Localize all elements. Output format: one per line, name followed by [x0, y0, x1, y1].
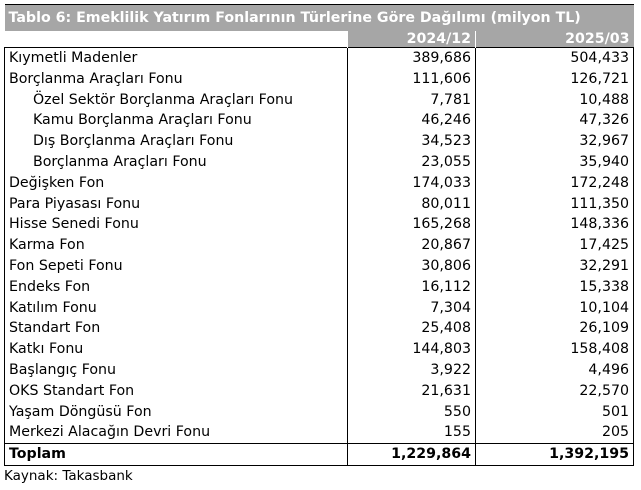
value-2024-12: 23,055	[348, 152, 476, 173]
value-2025-03: 4,496	[476, 360, 634, 381]
value-2024-12: 165,268	[348, 214, 476, 235]
row-label: Kıymetli Madenler	[5, 48, 348, 69]
row-label: Katılım Fonu	[5, 298, 348, 319]
row-label: Borçlanma Araçları Fonu	[5, 69, 348, 90]
table-row	[5, 256, 634, 277]
table-row	[5, 110, 634, 131]
table-title: Tablo 6: Emeklilik Yatırım Fonlarının Türlerine Göre Dağılımı (milyon TL)	[5, 5, 634, 32]
value-2024-12: 144,803	[348, 339, 476, 360]
value-2025-03: 17,425	[476, 235, 634, 256]
total-row	[5, 444, 634, 466]
table-row	[5, 318, 634, 339]
value-2024-12: 7,781	[348, 90, 476, 111]
table-row	[5, 381, 634, 402]
table-row	[5, 152, 634, 173]
table-row	[5, 298, 634, 319]
header-blank-cell	[5, 31, 348, 48]
value-2025-03: 26,109	[476, 318, 634, 339]
value-2024-12: 25,408	[348, 318, 476, 339]
value-2025-03: 35,940	[476, 152, 634, 173]
value-2024-12: 21,631	[348, 381, 476, 402]
table-row	[5, 339, 634, 360]
row-label: OKS Standart Fon	[5, 381, 348, 402]
value-2024-12: 46,246	[348, 110, 476, 131]
value-2024-12: 80,011	[348, 194, 476, 215]
row-label: Karma Fon	[5, 235, 348, 256]
value-2024-12: 3,922	[348, 360, 476, 381]
fund-distribution-table-container	[4, 4, 633, 466]
value-2024-12: 20,867	[348, 235, 476, 256]
row-label: Borçlanma Araçları Fonu	[5, 152, 348, 173]
column-header-2025-03: 2025/03	[476, 31, 634, 48]
row-label: Para Piyasası Fonu	[5, 194, 348, 215]
source-note: Kaynak: Takasbank	[4, 468, 133, 484]
row-label: Endeks Fon	[5, 277, 348, 298]
table-row	[5, 90, 634, 111]
column-header-2024-12: 2024/12	[348, 31, 476, 48]
total-2025-03: 1,392,195	[476, 444, 634, 466]
value-2025-03: 32,291	[476, 256, 634, 277]
row-label: Fon Sepeti Fonu	[5, 256, 348, 277]
table-row	[5, 402, 634, 423]
table-row	[5, 131, 634, 152]
row-label: Başlangıç Fonu	[5, 360, 348, 381]
row-label: Özel Sektör Borçlanma Araçları Fonu	[5, 90, 348, 111]
value-2024-12: 16,112	[348, 277, 476, 298]
value-2024-12: 550	[348, 402, 476, 423]
value-2024-12: 7,304	[348, 298, 476, 319]
value-2025-03: 126,721	[476, 69, 634, 90]
total-2024-12: 1,229,864	[348, 444, 476, 466]
table-row	[5, 173, 634, 194]
value-2025-03: 47,326	[476, 110, 634, 131]
value-2024-12: 389,686	[348, 48, 476, 69]
table-row	[5, 194, 634, 215]
table-title-row	[5, 5, 634, 32]
value-2025-03: 148,336	[476, 214, 634, 235]
value-2025-03: 158,408	[476, 339, 634, 360]
value-2025-03: 10,488	[476, 90, 634, 111]
table-row	[5, 214, 634, 235]
value-2024-12: 34,523	[348, 131, 476, 152]
table-row	[5, 422, 634, 443]
table-row	[5, 48, 634, 69]
value-2025-03: 32,967	[476, 131, 634, 152]
fund-distribution-table	[4, 4, 634, 466]
row-label: Hisse Senedi Fonu	[5, 214, 348, 235]
table-body	[5, 48, 634, 466]
table-row	[5, 69, 634, 90]
value-2025-03: 501	[476, 402, 634, 423]
value-2024-12: 30,806	[348, 256, 476, 277]
table-row	[5, 277, 634, 298]
table-row	[5, 360, 634, 381]
row-label: Merkezi Alacağın Devri Fonu	[5, 422, 348, 443]
row-label: Kamu Borçlanma Araçları Fonu	[5, 110, 348, 131]
value-2025-03: 22,570	[476, 381, 634, 402]
row-label: Dış Borçlanma Araçları Fonu	[5, 131, 348, 152]
row-label: Standart Fon	[5, 318, 348, 339]
row-label: Değişken Fon	[5, 173, 348, 194]
value-2024-12: 111,606	[348, 69, 476, 90]
value-2025-03: 10,104	[476, 298, 634, 319]
value-2025-03: 15,338	[476, 277, 634, 298]
value-2025-03: 205	[476, 422, 634, 443]
value-2025-03: 111,350	[476, 194, 634, 215]
row-label: Yaşam Döngüsü Fon	[5, 402, 348, 423]
value-2024-12: 174,033	[348, 173, 476, 194]
total-label: Toplam	[5, 444, 348, 466]
row-label: Katkı Fonu	[5, 339, 348, 360]
table-header-row	[5, 31, 634, 48]
value-2025-03: 504,433	[476, 48, 634, 69]
value-2024-12: 155	[348, 422, 476, 443]
value-2025-03: 172,248	[476, 173, 634, 194]
table-row	[5, 235, 634, 256]
